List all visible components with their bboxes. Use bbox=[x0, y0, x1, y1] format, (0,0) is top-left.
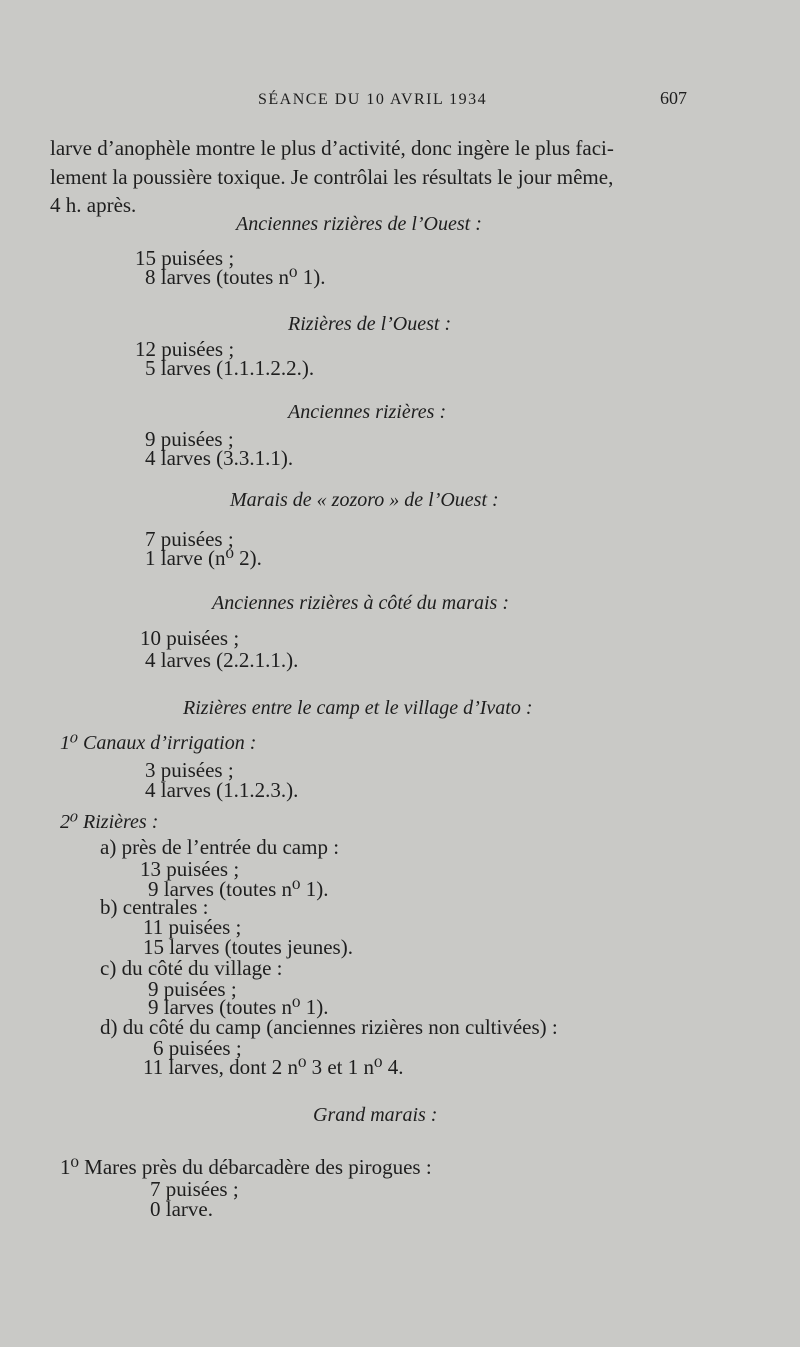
count-line: 6 puisées ; bbox=[153, 1036, 242, 1060]
intro-line-2: lement la poussière toxique. Je contrôlai les résultats le jour même, bbox=[50, 165, 614, 189]
count-line: 9 puisées ; bbox=[145, 427, 234, 451]
item-b-label: b) centrales : bbox=[100, 895, 209, 919]
count-line: 10 puisées ; bbox=[140, 626, 240, 650]
larvae-line: 5 larves (1.1.1.2.2.). bbox=[145, 356, 315, 380]
count-line: 7 puisées ; bbox=[145, 527, 234, 551]
section-heading-ivato: Rizières entre le camp et le village d’Ivato : bbox=[183, 697, 533, 719]
larvae-line: 15 larves (toutes jeunes). bbox=[143, 935, 353, 959]
larvae-line: 11 larves, dont 2 n⁰ 3 et 1 n⁰ 4. bbox=[143, 1055, 404, 1079]
subsection-mares-label: 1⁰ Mares près du débarcadère des pirogues : bbox=[60, 1155, 432, 1179]
count-line: 12 puisées ; bbox=[135, 337, 235, 361]
larvae-line: 4 larves (2.2.1.1.). bbox=[145, 648, 299, 672]
item-c-label: c) du côté du village : bbox=[100, 956, 283, 980]
page-number: 607 bbox=[660, 88, 687, 108]
intro-line-3: 4 h. après. bbox=[50, 193, 137, 217]
count-line: 11 puisées ; bbox=[143, 915, 242, 939]
section-heading-anciennes-rizieres-marais: Anciennes rizières à côté du marais : bbox=[212, 592, 509, 614]
count-line: 13 puisées ; bbox=[140, 857, 240, 881]
larvae-line: 8 larves (toutes n⁰ 1). bbox=[145, 265, 326, 289]
larvae-line: 9 larves (toutes n⁰ 1). bbox=[148, 877, 329, 901]
item-d-label: d) du côté du camp (anciennes rizières non cultivées) : bbox=[100, 1015, 558, 1039]
section-heading-anciennes-rizieres: Anciennes rizières : bbox=[288, 401, 447, 423]
subsection-canaux-label: 1⁰ Canaux d’irrigation : bbox=[60, 732, 257, 754]
subsection-rizieres-label: 2⁰ Rizières : bbox=[60, 811, 159, 833]
count-line: 3 puisées ; bbox=[145, 758, 234, 782]
section-heading-rizieres-ouest: Rizières de l’Ouest : bbox=[288, 313, 452, 335]
larvae-line: 0 larve. bbox=[150, 1197, 213, 1221]
larvae-line: 4 larves (3.3.1.1). bbox=[145, 446, 294, 470]
larvae-line: 1 larve (n⁰ 2). bbox=[145, 546, 262, 570]
larvae-line: 9 larves (toutes n⁰ 1). bbox=[148, 995, 329, 1019]
item-a-label: a) près de l’entrée du camp : bbox=[100, 835, 340, 859]
count-line: 9 puisées ; bbox=[148, 977, 237, 1001]
intro-line-1: larve d’anophèle montre le plus d’activité, donc ingère le plus faci- bbox=[50, 136, 614, 160]
section-heading-marais-zozoro: Marais de « zozoro » de l’Ouest : bbox=[230, 489, 499, 511]
running-title: SÉANCE DU 10 AVRIL 1934 bbox=[258, 91, 488, 108]
count-line: 7 puisées ; bbox=[150, 1177, 239, 1201]
larvae-line: 4 larves (1.1.2.3.). bbox=[145, 778, 299, 802]
count-line: 15 puisées ; bbox=[135, 246, 235, 270]
section-heading-anciennes-rizieres-ouest: Anciennes rizières de l’Ouest : bbox=[236, 213, 482, 235]
section-heading-grand-marais: Grand marais : bbox=[313, 1104, 438, 1126]
